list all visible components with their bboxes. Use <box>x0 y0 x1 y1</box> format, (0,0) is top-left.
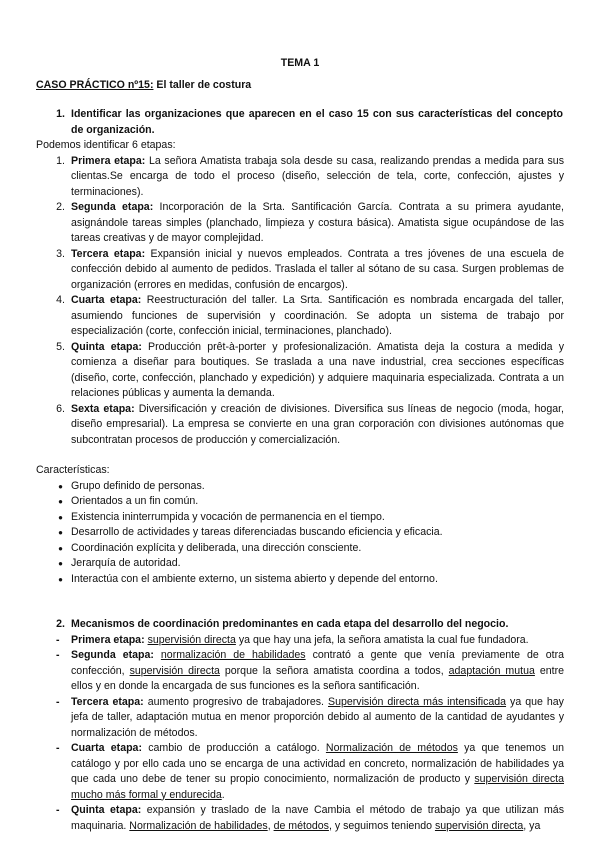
mechanism-highlight: Normalización de habilidades <box>129 819 268 832</box>
characteristic-item <box>36 494 564 510</box>
mechanism-text <box>154 649 161 661</box>
characteristic-text: Jerarquía de autoridad. <box>71 557 181 569</box>
case-label: CASO PRÁCTICO nº15: <box>36 78 154 91</box>
stage-label: Primera etapa: <box>71 154 146 167</box>
characteristics-list <box>36 479 564 588</box>
characteristic-text: Interactúa con el ambiente externo, un sistema abierto y depende del entorno. <box>71 572 438 585</box>
question-text: Identificar las organizaciones que aparecen en el caso 15 con sus características del concepto de organización. <box>71 108 563 136</box>
characteristic-item <box>36 556 564 572</box>
characteristic-text: Existencia ininterrumpida y vocación de permanencia en el tiempo. <box>71 510 385 523</box>
mechanism-item <box>36 695 564 742</box>
stage-text: Diversificación y creación de divisiones. Diversifica sus líneas de negocio (moda, hogar, diseño empresarial). La empresa se convierte en una gran corporación con divisiones autónomas que subcontratan procesos de producción y comercialización. <box>71 402 564 446</box>
mechanism-text: expansión y traslado de la nave Cambia el método de trabajo ya que utilizan más maquinaria. <box>71 804 564 832</box>
stage-number: 4. <box>56 294 65 306</box>
characteristic-item <box>36 541 564 557</box>
characteristic-item <box>36 572 564 588</box>
stage-label: Primera etapa: <box>71 633 145 646</box>
mechanism-text: cambio de producción a catálogo. <box>141 742 326 754</box>
bullet-icon: ● <box>58 574 63 584</box>
mechanism-text: contrató a gente que venía previamente de otra confección, <box>71 649 564 677</box>
stage-text: Reestructuración del taller. La Srta. Santificación es nombrada encargada del taller, asumiendo funciones de supervisión y coordinación. Se adopta un sistema de trabajo por especialización (corte, confección inicial, terminaciones, planchado). <box>71 294 564 337</box>
mechanism-text: entre ellos y en donde la encargada de sus funciones es la señora santificación. <box>71 664 564 692</box>
mechanism-text: ya que hay una jefa, la señora amatista la cual fue fundadora. <box>235 633 529 646</box>
stage-text: Expansión inicial y nuevos empleados. Contrata a tres jóvenes de una escuela de confección debido al aumento de pedidos. Traslada el taller al sótano de su casa. Surgen problemas de organización (errores en medidas, confusión de encargos). <box>71 247 564 291</box>
question-number: 1. <box>56 108 65 120</box>
mechanism-text: porque la señora amatista coordina a todos, <box>219 664 449 677</box>
mechanism-item <box>36 803 564 834</box>
stage-number: 3. <box>56 247 65 260</box>
mechanism-content <box>71 803 564 834</box>
dash-marker: - <box>56 633 60 646</box>
stage-item <box>36 402 564 449</box>
mechanism-highlight: Normalización de métodos <box>325 742 458 754</box>
mechanism-highlight: supervisión directa <box>129 664 220 677</box>
mechanism-text: , ya <box>523 819 541 832</box>
stage-item <box>36 293 564 340</box>
mechanism-highlight: supervisión directa <box>147 633 236 646</box>
stage-content <box>71 154 564 201</box>
stages-intro: Podemos identificar 6 etapas: <box>36 139 176 151</box>
stage-label: Segunda etapa: <box>71 649 154 661</box>
stage-content <box>71 340 564 402</box>
characteristic-text: Coordinación explícita y deliberada, una dirección consciente. <box>71 541 362 554</box>
mechanism-content <box>71 741 564 803</box>
question-text: Mecanismos de coordinación predominantes en cada etapa del desarrollo del negocio. <box>71 618 509 630</box>
stage-label: Quinta etapa: <box>71 804 142 816</box>
bullet-icon: ● <box>58 543 63 553</box>
stages-list <box>36 154 564 449</box>
stage-label: Cuarta etapa: <box>71 742 142 754</box>
stage-item <box>36 247 564 294</box>
stage-text: La señora Amatista trabaja sola desde su casa, realizando prendas a medida para sus clientas.Se encarga de todo el proceso (diseño, selección de tela, corte, confección, ajustes y terminaciones). <box>71 154 565 198</box>
mechanism-content <box>71 695 564 742</box>
stage-label: Tercera etapa: <box>71 247 146 260</box>
mechanism-item <box>36 633 564 649</box>
bullet-icon: ● <box>58 528 63 537</box>
stage-item <box>36 200 564 247</box>
characteristic-item <box>36 510 564 526</box>
mechanism-text: ya que tenemos un catálogo y por ello cada uno se encarga de una actividad en concreto, normalización de habilidades ya que cada uno debe de tener su propio conocimiento, normalización de producto y <box>71 742 565 785</box>
stage-number: 6. <box>56 402 65 415</box>
stage-content <box>71 402 564 449</box>
dash-marker: - <box>56 742 60 754</box>
stage-text: Incorporación de la Srta. Santificación García. Contrata a su primera ayudante, asignándole tareas simples (planchado, limpieza y costura básica). Amatista sigue ocupándose de las tareas creativas y de mayor complejidad. <box>71 201 564 244</box>
characteristic-text: Desarrollo de actividades y tareas diferenciadas buscando eficiencia y eficacia. <box>71 526 443 538</box>
dash-marker: - <box>56 695 60 708</box>
case-title <box>36 78 564 94</box>
stage-content <box>71 293 564 340</box>
case-name: El taller de costura <box>153 78 252 91</box>
bullet-icon: ● <box>58 559 63 568</box>
stage-item <box>36 154 564 201</box>
mechanism-text: ya que hay jefa de taller, adaptación mutua en menor proporción debido al aumento de la cantidad de ayudantes y normalización de métodos. <box>71 695 564 739</box>
mechanism-highlight: supervisión directa <box>434 819 524 832</box>
mechanism-content <box>71 648 564 695</box>
question-2-heading <box>36 617 564 633</box>
dash-marker: - <box>56 804 60 816</box>
bullet-icon: ● <box>58 512 63 522</box>
characteristics-title: Características: <box>36 464 110 476</box>
mechanism-text: , <box>267 819 274 832</box>
mechanisms-list <box>36 633 564 835</box>
mechanism-content <box>71 633 564 649</box>
stage-number: 1. <box>56 154 65 167</box>
stage-label: Sexta etapa: <box>71 402 135 415</box>
stage-content <box>71 200 564 247</box>
mechanism-item <box>36 741 564 803</box>
stage-item <box>36 340 564 402</box>
doc-tema: TEMA 1 <box>280 57 320 69</box>
mechanism-highlight: supervisión directa mucho más formal y endurecida <box>71 773 565 801</box>
stage-content <box>71 247 564 294</box>
stage-label: Cuarta etapa: <box>71 294 142 306</box>
characteristic-text: Grupo definido de personas. <box>71 479 205 492</box>
stage-text: Producción prêt-à-porter y profesionalización. Amatista deja la costura a medida y comienza a diseñar para boutiques. Se traslada a una nave industrial, crea secciones específicas (diseño, corte, confección, planchado y expedición) y adquiere maquinaria especializada. Contrata a un relaciones públicas y aumenta la demanda. <box>71 340 564 399</box>
stage-label: Quinta etapa: <box>71 340 142 353</box>
question-number: 2. <box>56 618 65 630</box>
characteristic-item <box>36 525 564 541</box>
mechanism-text: aumento progresivo de trabajadores. <box>143 695 328 708</box>
bullet-icon: ● <box>58 497 63 506</box>
stage-label: Segunda etapa: <box>71 201 154 213</box>
mechanism-highlight: adaptación mutua <box>448 664 535 677</box>
dash-marker: - <box>56 649 60 661</box>
stage-label: Tercera etapa: <box>71 695 144 708</box>
mechanism-text: . <box>221 788 225 801</box>
stage-number: 5. <box>56 340 65 353</box>
characteristic-text: Orientados a un fin común. <box>71 495 199 507</box>
mechanism-highlight: de métodos <box>273 819 329 832</box>
stage-number: 2. <box>56 201 65 213</box>
question-1-heading <box>36 107 564 138</box>
mechanism-highlight: Supervisión directa más intensificada <box>328 695 507 708</box>
mechanism-highlight: normalización de habilidades <box>160 649 306 661</box>
bullet-icon: ● <box>58 481 63 491</box>
mechanism-item <box>36 648 564 695</box>
mechanism-text: , y seguimos teniendo <box>328 819 435 832</box>
characteristic-item <box>36 479 564 495</box>
